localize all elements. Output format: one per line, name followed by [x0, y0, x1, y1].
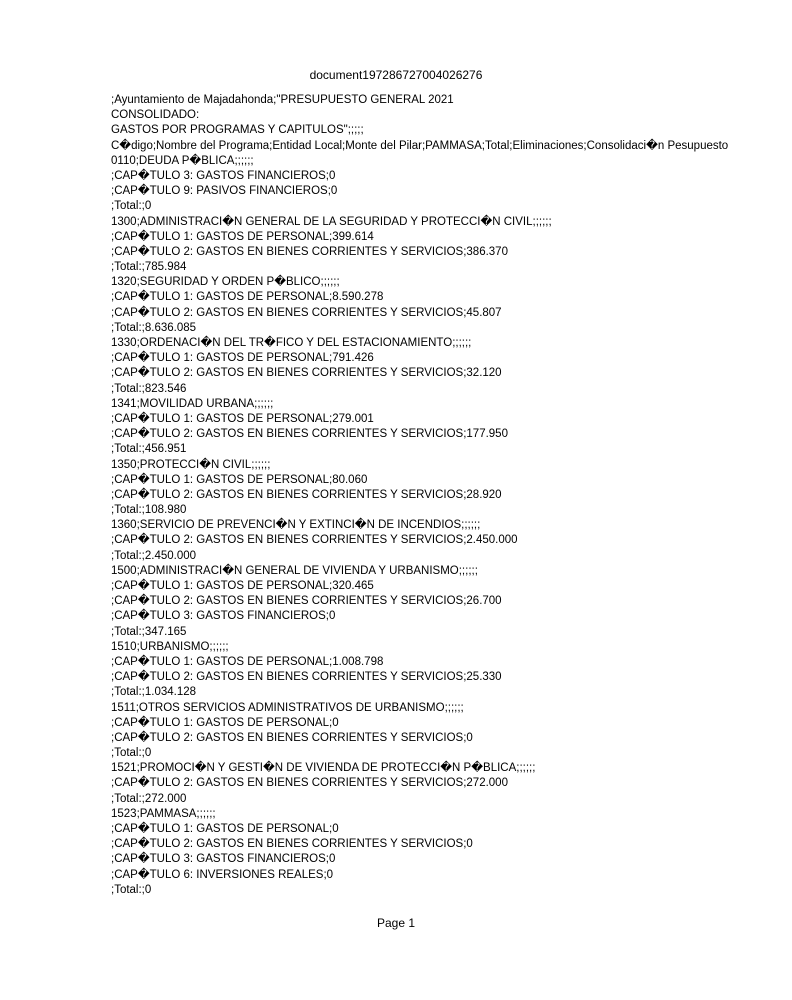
- text-line: ;CAP�TULO 2: GASTOS EN BIENES CORRIENTES Y SERVICIOS;2.450.000: [111, 534, 518, 547]
- text-line: 1523;PAMMASA;;;;;;: [111, 807, 216, 820]
- text-line: 1500;ADMINISTRACI�N GENERAL DE VIVIENDA Y URBANISMO;;;;;;: [111, 564, 478, 577]
- text-line: 1350;PROTECCI�N CIVIL;;;;;;: [111, 458, 271, 471]
- text-line: 1360;SERVICIO DE PREVENCI�N Y EXTINCI�N DE INCENDIOS;;;;;;: [111, 519, 481, 532]
- text-line: 1341;MOVILIDAD URBANA;;;;;;: [111, 397, 274, 410]
- text-line: 1300;ADMINISTRACI�N GENERAL DE LA SEGURIDAD Y PROTECCI�N CIVIL;;;;;;: [111, 215, 552, 228]
- text-line: 0110;DEUDA P�BLICA;;;;;;: [111, 154, 254, 167]
- text-line: CONSOLIDADO:: [111, 109, 200, 122]
- text-line: ;Total:;823.546: [111, 382, 187, 395]
- text-line: ;Total:;0: [111, 747, 152, 760]
- text-line: ;CAP�TULO 1: GASTOS DE PERSONAL;0: [111, 716, 339, 729]
- text-line: ;CAP�TULO 2: GASTOS EN BIENES CORRIENTES Y SERVICIOS;386.370: [111, 245, 508, 258]
- text-line: ;CAP�TULO 2: GASTOS EN BIENES CORRIENTES Y SERVICIOS;0: [111, 731, 473, 744]
- text-line: ;Total:;785.984: [111, 261, 187, 274]
- text-line: ;Total:;2.450.000: [111, 549, 197, 562]
- text-line: 1510;URBANISMO;;;;;;: [111, 640, 229, 653]
- text-line: ;Total:;8.636.085: [111, 321, 197, 334]
- text-line: ;CAP�TULO 2: GASTOS EN BIENES CORRIENTES Y SERVICIOS;32.120: [111, 367, 502, 380]
- text-line: ;CAP�TULO 2: GASTOS EN BIENES CORRIENTES Y SERVICIOS;45.807: [111, 306, 502, 319]
- text-line: 1330;ORDENACI�N DEL TR�FICO Y DEL ESTACIONAMIENTO;;;;;;: [111, 337, 472, 349]
- text-line: 1511;OTROS SERVICIOS ADMINISTRATIVOS DE URBANISMO;;;;;;: [111, 701, 464, 714]
- text-line: ;CAP�TULO 1: GASTOS DE PERSONAL;8.590.278: [111, 291, 384, 304]
- text-line: ;CAP�TULO 2: GASTOS EN BIENES CORRIENTES Y SERVICIOS;26.700: [111, 595, 502, 608]
- document-body: [111, 93, 781, 898]
- document-title: document197286727004026276: [309, 68, 483, 82]
- text-line: ;CAP�TULO 1: GASTOS DE PERSONAL;80.060: [111, 473, 368, 486]
- text-line: ;Total:;456.951: [111, 443, 187, 456]
- text-line: ;CAP�TULO 2: GASTOS EN BIENES CORRIENTES Y SERVICIOS;25.330: [111, 671, 502, 684]
- text-line: ;Total:;272.000: [111, 792, 187, 805]
- text-line: 1320;SEGURIDAD Y ORDEN P�BLICO;;;;;;: [111, 276, 340, 289]
- text-line: ;CAP�TULO 1: GASTOS DE PERSONAL;0: [111, 823, 339, 835]
- text-line: ;Total:;347.165: [111, 625, 187, 638]
- text-line: C�digo;Nombre del Programa;Entidad Local;Monte del Pilar;PAMMASA;Total;Eliminaciones;Consolidaci�n Pesupuesto: [111, 139, 729, 152]
- text-line: ;CAP�TULO 9: PASIVOS FINANCIEROS;0: [111, 185, 338, 198]
- text-line: ;Total:;1.034.128: [111, 686, 197, 699]
- text-line: ;Ayuntamiento de Majadahonda;"PRESUPUESTO GENERAL 2021: [111, 94, 454, 106]
- text-line: ;CAP�TULO 2: GASTOS EN BIENES CORRIENTES Y SERVICIOS;28.920: [111, 488, 502, 501]
- page-number: Page 1: [376, 916, 416, 930]
- text-line: ;Total:;0: [111, 200, 152, 213]
- text-line: ;CAP�TULO 2: GASTOS EN BIENES CORRIENTES Y SERVICIOS;0: [111, 838, 473, 851]
- text-line: ;CAP�TULO 2: GASTOS EN BIENES CORRIENTES Y SERVICIOS;272.000: [111, 777, 508, 790]
- text-line: ;CAP�TULO 3: GASTOS FINANCIEROS;0: [111, 610, 336, 623]
- text-line: ;CAP�TULO 3: GASTOS FINANCIEROS;0: [111, 169, 336, 182]
- text-line: ;CAP�TULO 1: GASTOS DE PERSONAL;1.008.798: [111, 655, 384, 668]
- text-line: ;CAP�TULO 6: INVERSIONES REALES;0: [111, 868, 334, 881]
- text-line: ;CAP�TULO 1: GASTOS DE PERSONAL;320.465: [111, 580, 374, 592]
- text-line: ;CAP�TULO 2: GASTOS EN BIENES CORRIENTES Y SERVICIOS;177.950: [111, 428, 508, 441]
- text-line: ;CAP�TULO 1: GASTOS DE PERSONAL;791.426: [111, 352, 374, 365]
- text-line: 1521;PROMOCI�N Y GESTI�N DE VIVIENDA DE PROTECCI�N P�BLICA;;;;;;: [111, 762, 536, 775]
- text-line: ;Total:;108.980: [111, 504, 187, 517]
- text-line: ;Total:;0: [111, 883, 152, 896]
- text-line: ;CAP�TULO 3: GASTOS FINANCIEROS;0: [111, 853, 336, 866]
- text-line: ;CAP�TULO 1: GASTOS DE PERSONAL;399.614: [111, 230, 374, 243]
- text-line: ;CAP�TULO 1: GASTOS DE PERSONAL;279.001: [111, 412, 374, 425]
- text-line: GASTOS POR PROGRAMAS Y CAPITULOS";;;;;: [111, 124, 364, 137]
